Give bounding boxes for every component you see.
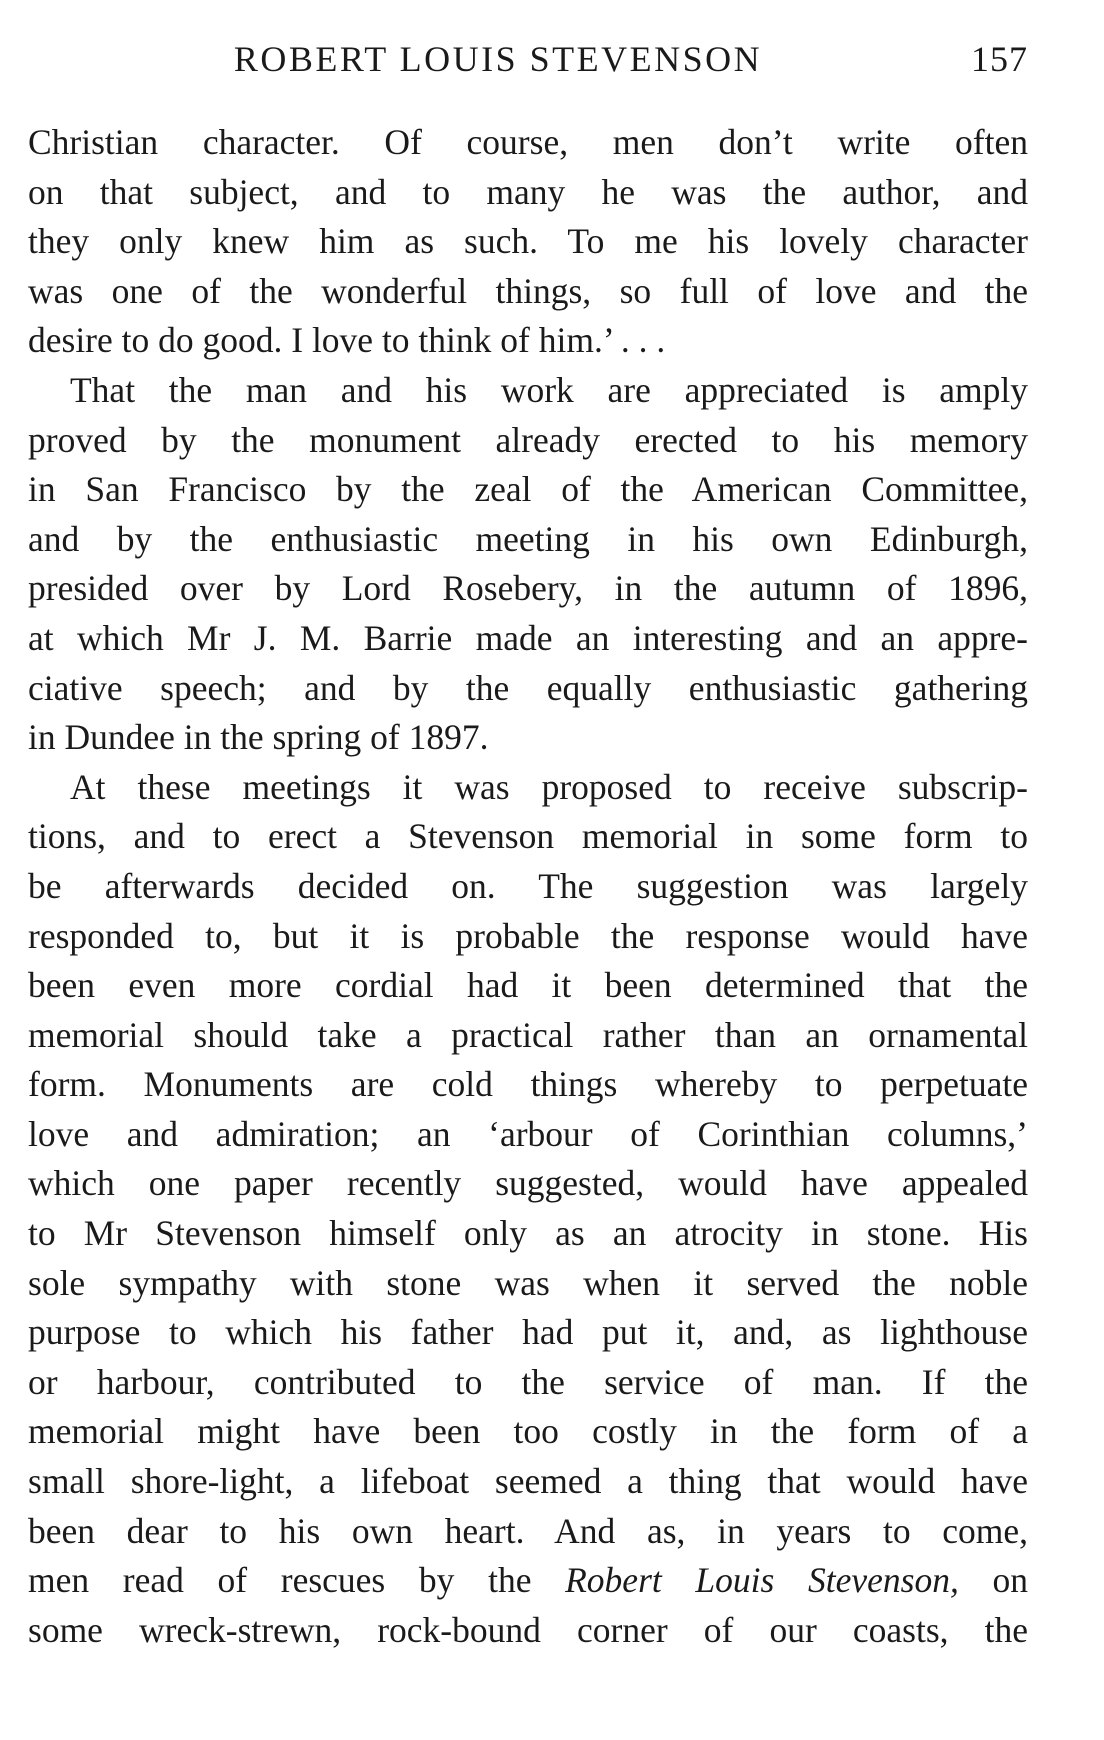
- paragraph-start-line: That the man and his work are appreciated is amply: [70, 369, 1028, 410]
- text-line: which one paper recently suggested, would have appealed: [28, 1163, 1028, 1204]
- text-line: in San Francisco by the zeal of the American Committee,: [28, 469, 1028, 510]
- text-line-with-italic: [28, 1556, 1028, 1606]
- text-line: love and admiration; an ‘arbour of Corinthian columns,’: [28, 1113, 1028, 1154]
- running-head: [28, 34, 1028, 84]
- text-line: desire to do good. I love to think of him.’ . . .: [28, 320, 666, 361]
- text-line: purpose to which his father had put it, and, as lighthouse: [28, 1312, 1028, 1353]
- running-title: ROBERT LOUIS STEVENSON: [233, 39, 763, 79]
- paragraph-start-line: At these meetings it was proposed to receive subscrip-: [70, 766, 1028, 807]
- text-line: tions, and to erect a Stevenson memorial in some form to: [28, 816, 1028, 857]
- text-line: responded to, but it is probable the response would have: [28, 915, 1028, 956]
- text-line: on that subject, and to many he was the author, and: [28, 171, 1028, 212]
- text-line: or harbour, contributed to the service of man. If the: [28, 1361, 1028, 1402]
- text-line: form. Monuments are cold things whereby to perpetuate: [28, 1064, 1028, 1105]
- page-number: 157: [971, 39, 1028, 79]
- text-line: some wreck-strewn, rock-bound corner of our coasts, the: [28, 1609, 1028, 1650]
- text-line: presided over by Lord Rosebery, in the autumn of 1896,: [28, 568, 1028, 609]
- text-line: at which Mr J. M. Barrie made an interesting and an appre-: [28, 617, 1028, 658]
- text-line: was one of the wonderful things, so full of love and the: [28, 270, 1028, 311]
- text-line: proved by the monument already erected to his memory: [28, 419, 1028, 460]
- text-line: been dear to his own heart. And as, in years to come,: [28, 1510, 1028, 1551]
- body-text: [28, 118, 1028, 1655]
- text-line: they only knew him as such. To me his lovely character: [28, 221, 1028, 262]
- text-line: memorial might have been too costly in the form of a: [28, 1411, 1028, 1452]
- text-line: and by the enthusiastic meeting in his own Edinburgh,: [28, 518, 1028, 559]
- text-line: small shore-light, a lifeboat seemed a thing that would have: [28, 1461, 1028, 1502]
- text-line: memorial should take a practical rather than an ornamental: [28, 1014, 1028, 1055]
- text-line: been even more cordial had it been determined that the: [28, 965, 1028, 1006]
- text-line: Christian character. Of course, men don’t write often: [28, 122, 1028, 162]
- text-segment: men read of rescues by the: [28, 1560, 566, 1601]
- text-line: in Dundee in the spring of 1897.: [28, 717, 489, 758]
- text-line: ciative speech; and by the equally enthusiastic gathering: [28, 667, 1028, 708]
- italic-vessel-name: Robert Louis Stevenson,: [565, 1560, 959, 1601]
- text-segment: on: [958, 1560, 1028, 1601]
- text-line: to Mr Stevenson himself only as an atrocity in stone. His: [28, 1213, 1028, 1254]
- text-line: sole sympathy with stone was when it served the noble: [28, 1262, 1028, 1303]
- text-line: be afterwards decided on. The suggestion was largely: [28, 865, 1028, 906]
